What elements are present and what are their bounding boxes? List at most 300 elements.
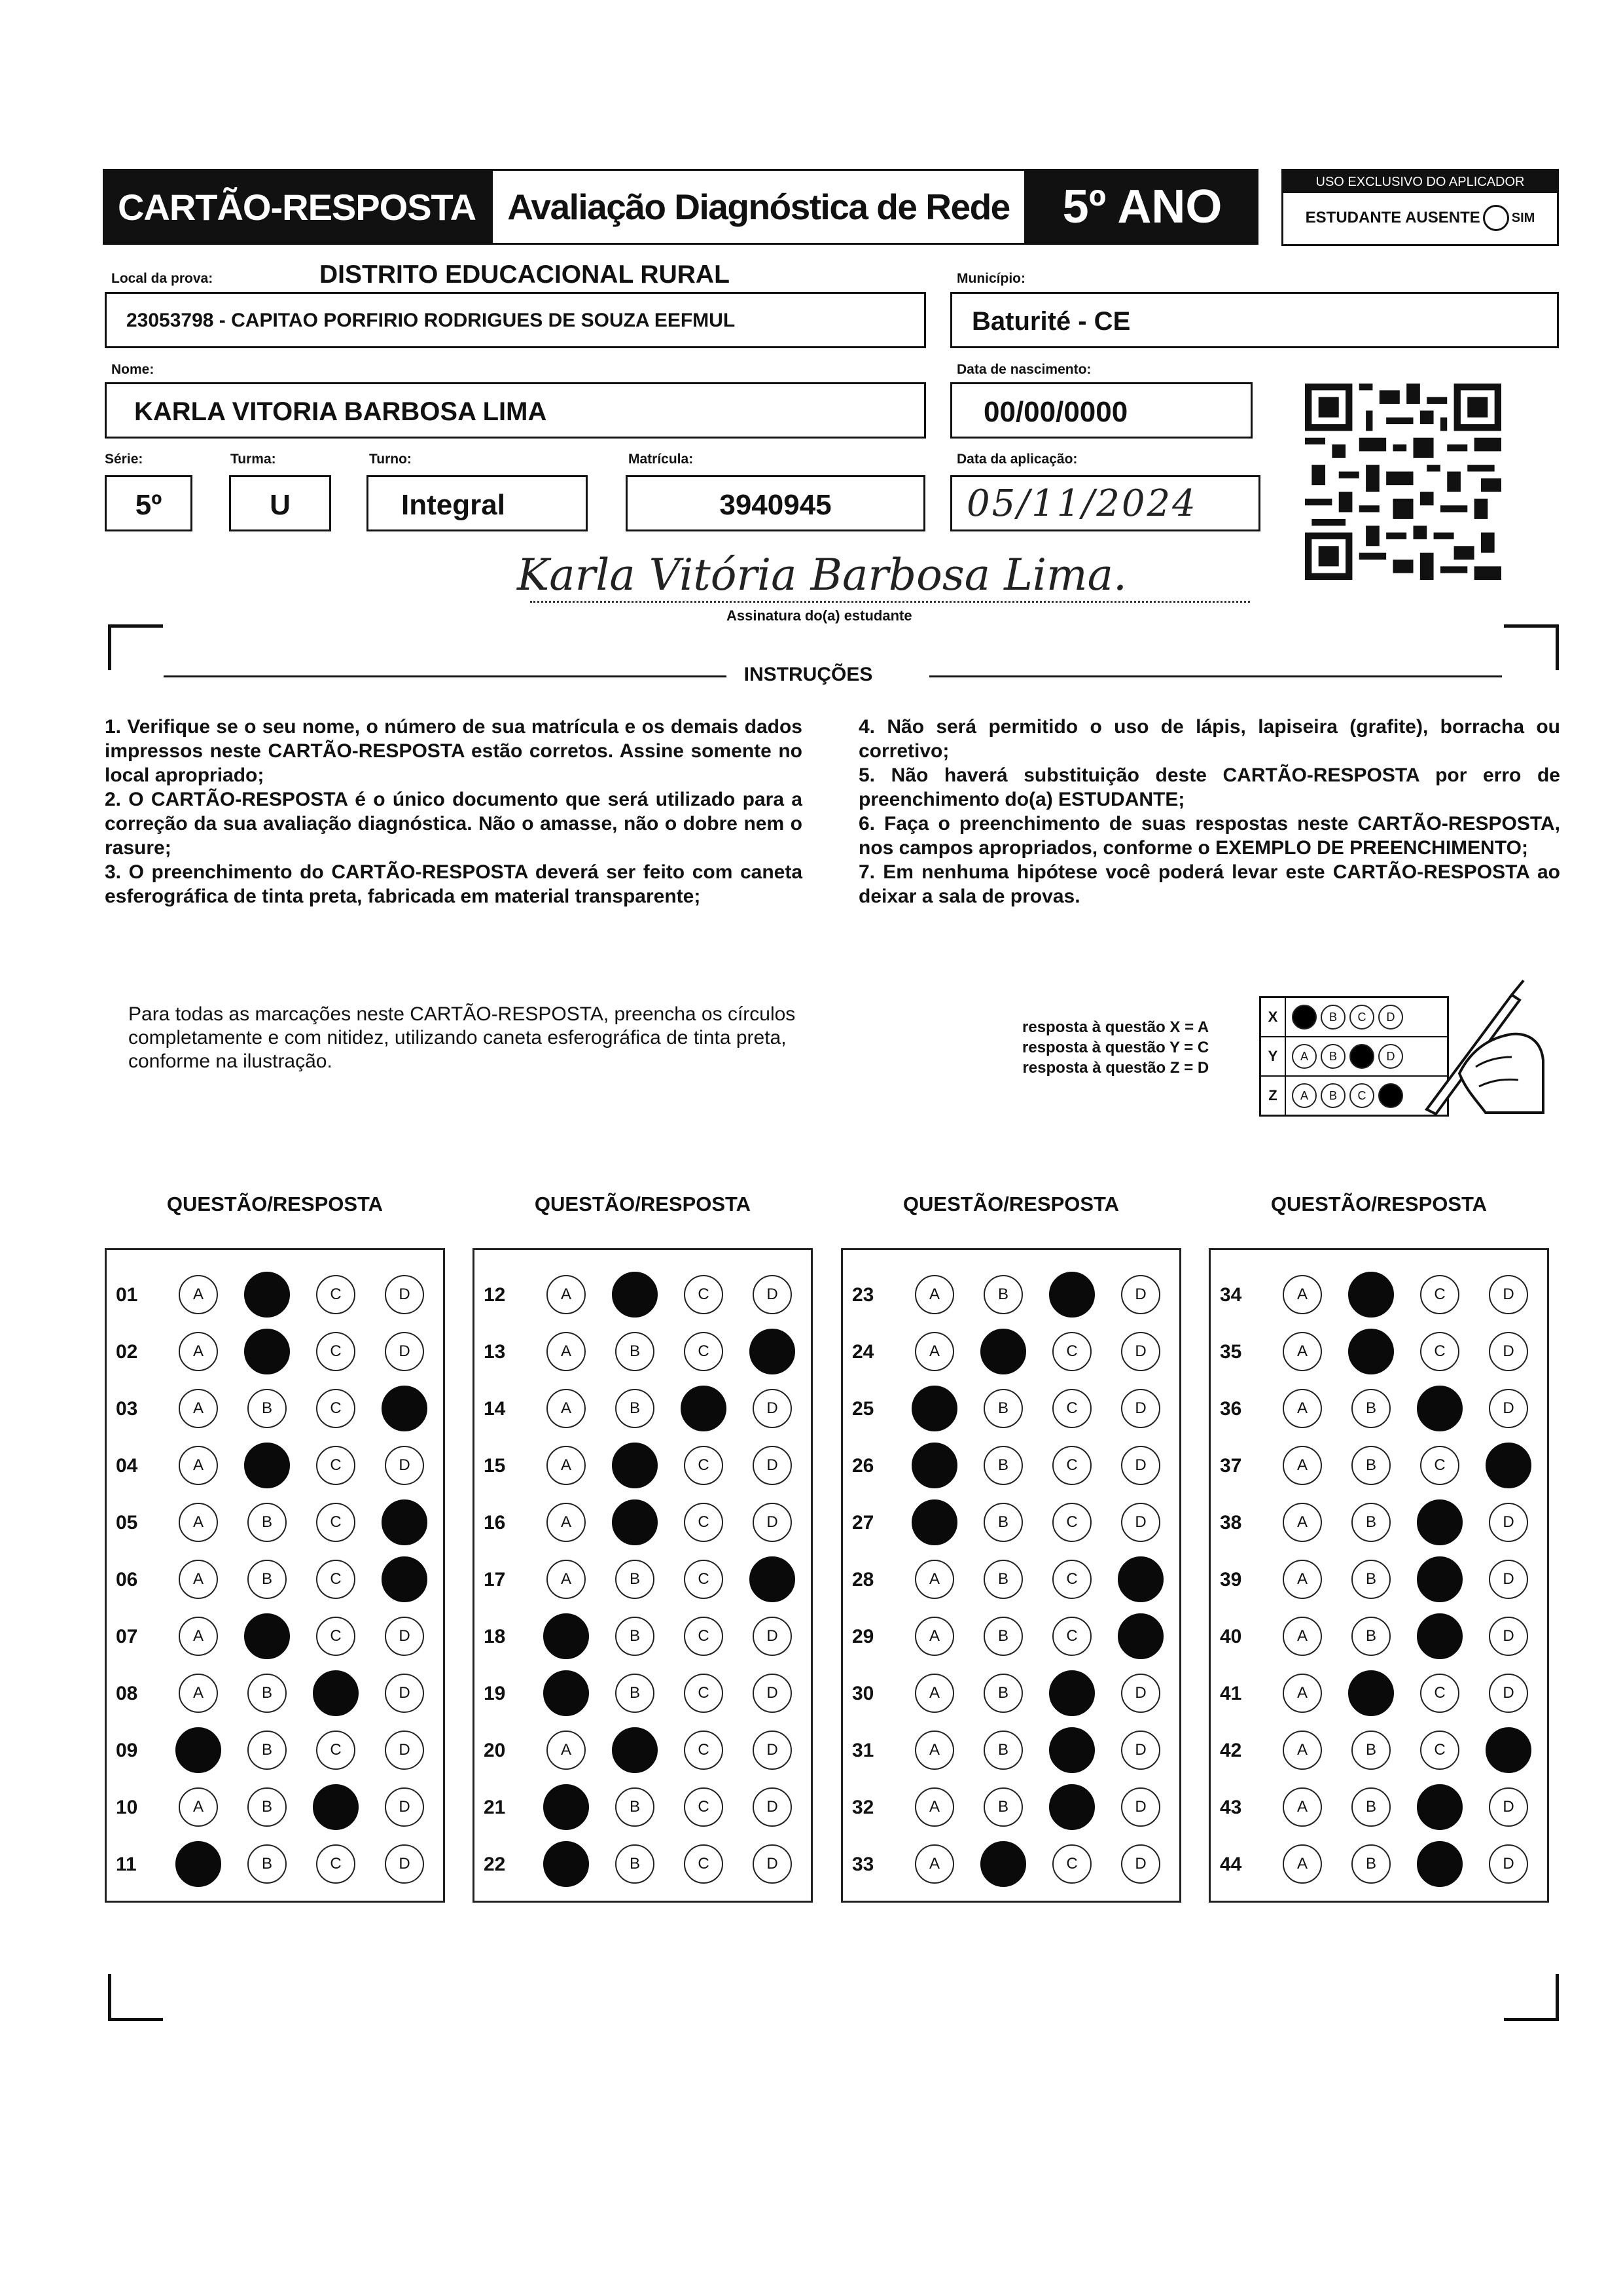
answer-bubble-c[interactable]: C — [1420, 1446, 1459, 1485]
answer-bubble-d[interactable]: D — [753, 1731, 792, 1770]
question-number: 44 — [1220, 1854, 1242, 1875]
answer-bubble-c[interactable] — [1417, 1556, 1463, 1602]
column-header: QUESTÃO/RESPOSTA — [166, 1193, 383, 1215]
question-number: 21 — [484, 1797, 506, 1818]
answer-bubble-a[interactable]: A — [915, 1275, 954, 1314]
question-number: 33 — [852, 1854, 874, 1875]
answer-bubble-d[interactable]: D — [1489, 1503, 1528, 1542]
answer-bubble-a[interactable] — [543, 1670, 589, 1716]
instructions-left — [105, 715, 802, 908]
answer-bubble-c[interactable]: C — [1420, 1332, 1459, 1371]
answer-bubble-c[interactable]: C — [316, 1389, 355, 1428]
answer-bubble-d[interactable]: D — [753, 1674, 792, 1713]
answer-bubble-d[interactable]: D — [1121, 1446, 1160, 1485]
answer-bubble-d[interactable]: D — [1121, 1275, 1160, 1314]
answer-bubble-d[interactable]: D — [1489, 1275, 1528, 1314]
answer-bubble-a[interactable]: A — [1283, 1446, 1322, 1485]
answer-bubble-a[interactable]: A — [1283, 1389, 1322, 1428]
answer-bubble-b[interactable] — [1348, 1272, 1394, 1318]
answer-bubble-c[interactable]: C — [684, 1787, 723, 1827]
answer-bubble-d[interactable]: D — [753, 1275, 792, 1314]
answer-bubble-a[interactable]: A — [915, 1617, 954, 1656]
answer-bubble-b[interactable]: B — [247, 1731, 287, 1770]
corner-mark-bottom-left-h — [108, 2018, 163, 2021]
answer-bubble-d[interactable]: D — [385, 1617, 424, 1656]
answer-column — [1209, 1248, 1549, 1903]
answer-bubble-a[interactable]: A — [179, 1674, 218, 1713]
legend-x: resposta à questão X = A — [1022, 1018, 1209, 1036]
answer-bubble-c[interactable] — [1417, 1499, 1463, 1545]
question-row — [474, 1503, 811, 1542]
answer-bubble-d[interactable]: D — [753, 1389, 792, 1428]
question-number: 17 — [484, 1569, 506, 1590]
answer-bubble-b[interactable]: B — [615, 1389, 654, 1428]
answer-bubble-a[interactable] — [912, 1386, 957, 1431]
municipio-field — [950, 292, 1559, 348]
answer-bubble-d[interactable]: D — [1489, 1787, 1528, 1827]
answer-bubble-c[interactable] — [313, 1784, 359, 1830]
answer-bubble-d[interactable] — [1486, 1443, 1531, 1488]
answer-bubble-d[interactable]: D — [1489, 1844, 1528, 1884]
answer-column — [105, 1248, 445, 1903]
answer-bubble-d[interactable]: D — [753, 1787, 792, 1827]
answer-bubble-d[interactable]: D — [385, 1275, 424, 1314]
card-title: CARTÃO-RESPOSTA — [117, 186, 476, 228]
question-number: 11 — [116, 1854, 137, 1875]
answer-bubble-b[interactable]: B — [1351, 1389, 1391, 1428]
matricula-value: 3940945 — [719, 489, 832, 521]
answer-bubble-d[interactable]: D — [1489, 1560, 1528, 1599]
municipio-value: Baturité - CE — [972, 307, 1131, 336]
absent-label: ESTUDANTE AUSENTE — [1305, 209, 1480, 226]
answer-bubble-c[interactable]: C — [316, 1275, 355, 1314]
answer-bubble-c[interactable]: C — [316, 1844, 355, 1884]
answer-bubble-d[interactable]: D — [753, 1617, 792, 1656]
answer-bubble-a[interactable] — [912, 1499, 957, 1545]
answer-bubble-c[interactable]: C — [1420, 1731, 1459, 1770]
question-row — [474, 1731, 811, 1770]
answer-bubble-c[interactable]: C — [316, 1446, 355, 1485]
question-number: 30 — [852, 1683, 874, 1704]
aplicacao-field — [950, 475, 1260, 531]
question-number: 18 — [484, 1626, 506, 1647]
answer-bubble-b[interactable]: B — [1351, 1844, 1391, 1884]
answer-bubble-d[interactable]: D — [385, 1731, 424, 1770]
answer-bubble-b[interactable]: B — [984, 1731, 1023, 1770]
question-row — [474, 1787, 811, 1827]
example-row-label: Y — [1261, 1037, 1286, 1075]
nome-value: KARLA VITORIA BARBOSA LIMA — [134, 397, 547, 426]
instructions-title: INSTRUÇÕES — [743, 664, 873, 685]
school-field — [105, 292, 926, 348]
corner-mark-top-left-v — [108, 624, 111, 670]
answer-bubble-b[interactable]: B — [1351, 1787, 1391, 1827]
question-number: 19 — [484, 1683, 506, 1704]
answer-bubble-a[interactable] — [175, 1727, 221, 1773]
question-row — [1211, 1674, 1547, 1713]
answer-bubble-d[interactable] — [382, 1499, 427, 1545]
turno-value: Integral — [401, 489, 505, 521]
answer-bubble-b[interactable]: B — [615, 1787, 654, 1827]
answer-bubble-a[interactable]: A — [546, 1275, 586, 1314]
answer-bubble-d[interactable]: D — [1121, 1389, 1160, 1428]
example-bubble-c — [1349, 1044, 1374, 1069]
answer-bubble-b[interactable]: B — [247, 1674, 287, 1713]
question-row — [474, 1446, 811, 1485]
corner-mark-bottom-right — [1556, 1974, 1559, 2021]
answer-bubble-b[interactable]: B — [984, 1503, 1023, 1542]
question-row — [843, 1446, 1179, 1485]
answer-bubble-d[interactable]: D — [1121, 1731, 1160, 1770]
question-row — [843, 1332, 1179, 1371]
question-number: 35 — [1220, 1341, 1242, 1363]
answer-bubble-b[interactable]: B — [984, 1389, 1023, 1428]
answer-bubble-d[interactable]: D — [1489, 1674, 1528, 1713]
question-number: 43 — [1220, 1797, 1242, 1818]
example-legend — [1022, 1017, 1209, 1078]
question-row — [843, 1674, 1179, 1713]
example-bubble-d: D — [1378, 1005, 1403, 1030]
answer-bubble-d[interactable] — [749, 1329, 795, 1374]
answer-bubble-c[interactable]: C — [316, 1332, 355, 1371]
answer-bubble-a[interactable] — [543, 1841, 589, 1887]
answer-bubble-a[interactable]: A — [1283, 1844, 1322, 1884]
answer-bubble-c[interactable] — [1049, 1670, 1095, 1716]
question-number: 10 — [116, 1797, 138, 1818]
answer-bubble-b[interactable]: B — [984, 1275, 1023, 1314]
answer-bubble-d[interactable]: D — [1489, 1617, 1528, 1656]
answer-bubble-b[interactable]: B — [247, 1787, 287, 1827]
question-row — [107, 1389, 443, 1428]
answer-bubble-b[interactable] — [244, 1272, 290, 1318]
question-row — [1211, 1731, 1547, 1770]
answer-bubble-b[interactable]: B — [615, 1617, 654, 1656]
answer-bubble-c[interactable]: C — [316, 1731, 355, 1770]
example-text: Para todas as marcações neste CARTÃO-RESPOSTA, preencha os círculos completamente e com nitidez, utilizando caneta esferográfica de tinta preta, conforme na ilustração. — [128, 1003, 796, 1072]
answer-bubble-c[interactable] — [1049, 1727, 1095, 1773]
answer-bubble-c[interactable] — [1417, 1613, 1463, 1659]
column-header: QUESTÃO/RESPOSTA — [1270, 1193, 1488, 1215]
question-row — [843, 1731, 1179, 1770]
question-row — [107, 1787, 443, 1827]
answer-bubble-c[interactable]: C — [684, 1731, 723, 1770]
answer-bubble-c[interactable] — [313, 1670, 359, 1716]
answer-bubble-c[interactable]: C — [684, 1332, 723, 1371]
answer-bubble-d[interactable]: D — [1121, 1503, 1160, 1542]
grade-label: 5º ANO — [1062, 181, 1222, 233]
answer-bubble-a[interactable]: A — [1283, 1617, 1322, 1656]
question-number: 34 — [1220, 1284, 1242, 1306]
question-number: 26 — [852, 1455, 874, 1477]
answer-bubble-b[interactable] — [980, 1841, 1026, 1887]
answer-bubble-c[interactable]: C — [1052, 1389, 1092, 1428]
answer-bubble-a[interactable]: A — [1283, 1787, 1322, 1827]
answer-bubble-c[interactable]: C — [1052, 1503, 1092, 1542]
question-number: 16 — [484, 1512, 506, 1534]
question-number: 29 — [852, 1626, 874, 1647]
answer-bubble-a[interactable]: A — [915, 1787, 954, 1827]
answer-bubble-c[interactable]: C — [316, 1560, 355, 1599]
example-bubble-a — [1292, 1005, 1317, 1030]
answer-bubble-a[interactable]: A — [546, 1332, 586, 1371]
serie-label: Série: — [105, 452, 143, 467]
question-row — [843, 1503, 1179, 1542]
answer-bubble-c[interactable]: C — [684, 1560, 723, 1599]
answer-bubble-d[interactable]: D — [385, 1787, 424, 1827]
answer-bubble-b[interactable] — [612, 1272, 658, 1318]
example-bubble-d — [1378, 1083, 1403, 1108]
answer-bubble-b[interactable] — [244, 1443, 290, 1488]
answer-bubble-a[interactable]: A — [1283, 1560, 1322, 1599]
aplicacao-value: 05/11/2024 — [967, 482, 1198, 525]
answer-bubble-a[interactable]: A — [179, 1446, 218, 1485]
answer-bubble-a[interactable]: A — [546, 1389, 586, 1428]
answer-bubble-c[interactable]: C — [316, 1503, 355, 1542]
answer-bubble-b[interactable]: B — [984, 1446, 1023, 1485]
answer-bubble-c[interactable] — [1417, 1784, 1463, 1830]
example-row-label: Z — [1261, 1077, 1286, 1115]
answer-bubble-d[interactable] — [1118, 1613, 1164, 1659]
question-number: 20 — [484, 1740, 506, 1761]
question-row — [107, 1731, 443, 1770]
answer-bubble-b[interactable] — [244, 1329, 290, 1374]
answer-bubble-a[interactable]: A — [1283, 1674, 1322, 1713]
question-row — [1211, 1275, 1547, 1314]
answer-bubble-a[interactable]: A — [915, 1731, 954, 1770]
answer-bubble-d[interactable]: D — [385, 1446, 424, 1485]
serie-field — [105, 475, 192, 531]
answer-bubble-b[interactable] — [1348, 1670, 1394, 1716]
answer-bubble-d[interactable]: D — [1121, 1674, 1160, 1713]
header-title-block — [103, 169, 491, 245]
applicator-header: USO EXCLUSIVO DO APLICADOR — [1283, 171, 1557, 193]
question-number: 25 — [852, 1398, 874, 1420]
question-number: 02 — [116, 1341, 138, 1363]
answer-bubble-b[interactable]: B — [615, 1332, 654, 1371]
answer-bubble-a[interactable]: A — [179, 1787, 218, 1827]
question-number: 04 — [116, 1455, 138, 1477]
absent-option: SIM — [1511, 210, 1535, 225]
school-value: 23053798 - CAPITAO PORFIRIO RODRIGUES DE SOUZA EEFMUL — [126, 310, 736, 331]
answer-bubble-a[interactable]: A — [915, 1674, 954, 1713]
answer-bubble-d[interactable] — [749, 1556, 795, 1602]
answer-bubble-b[interactable]: B — [247, 1389, 287, 1428]
question-row — [107, 1617, 443, 1656]
answer-bubble-c[interactable]: C — [684, 1275, 723, 1314]
instruction-6: 6. Faça o preenchimento de suas respostas neste CARTÃO-RESPOSTA, nos campos apropriados, conforme o EXEMPLO DE PREENCHIMENTO; — [859, 813, 1560, 859]
question-row — [107, 1275, 443, 1314]
answer-bubble-b[interactable]: B — [615, 1844, 654, 1884]
answer-bubble-c[interactable]: C — [316, 1617, 355, 1656]
answer-bubble-a[interactable]: A — [179, 1560, 218, 1599]
answer-bubble-a[interactable]: A — [1283, 1503, 1322, 1542]
answer-bubble-b[interactable] — [612, 1443, 658, 1488]
question-row — [474, 1560, 811, 1599]
answer-bubble-c[interactable]: C — [684, 1503, 723, 1542]
answer-bubble-c[interactable]: C — [684, 1446, 723, 1485]
signature: Karla Vitória Barbosa Lima. — [517, 550, 1127, 600]
answer-bubble-c[interactable]: C — [1052, 1446, 1092, 1485]
question-row — [107, 1332, 443, 1371]
answer-bubble-c[interactable]: C — [1052, 1617, 1092, 1656]
nascimento-value: 00/00/0000 — [984, 396, 1128, 428]
answer-bubble-b[interactable] — [980, 1329, 1026, 1374]
answer-bubble-a[interactable] — [912, 1443, 957, 1488]
answer-bubble-c[interactable] — [1049, 1784, 1095, 1830]
question-row — [1211, 1446, 1547, 1485]
answer-bubble-c[interactable]: C — [684, 1844, 723, 1884]
answer-bubble-d[interactable] — [1486, 1727, 1531, 1773]
answer-bubble-b[interactable]: B — [984, 1617, 1023, 1656]
question-number: 03 — [116, 1398, 138, 1420]
answer-column — [841, 1248, 1181, 1903]
answer-bubble-b[interactable] — [244, 1613, 290, 1659]
answer-bubble-a[interactable]: A — [179, 1503, 218, 1542]
answer-bubble-b[interactable]: B — [615, 1560, 654, 1599]
question-row — [474, 1674, 811, 1713]
turma-field — [229, 475, 331, 531]
answer-bubble-b[interactable]: B — [1351, 1446, 1391, 1485]
answer-bubble-d[interactable]: D — [1489, 1332, 1528, 1371]
example-row-label: X — [1261, 998, 1286, 1036]
question-number: 09 — [116, 1740, 138, 1761]
question-row — [1211, 1617, 1547, 1656]
answer-bubble-c[interactable] — [1417, 1841, 1463, 1887]
answer-bubble-d[interactable]: D — [385, 1332, 424, 1371]
answer-bubble-c[interactable] — [1417, 1386, 1463, 1431]
answer-bubble-a[interactable]: A — [546, 1731, 586, 1770]
answer-bubble-b[interactable]: B — [984, 1674, 1023, 1713]
answer-bubble-a[interactable]: A — [1283, 1332, 1322, 1371]
example-bubble-b: B — [1321, 1005, 1346, 1030]
aplicacao-label: Data da aplicação: — [957, 452, 1078, 467]
answer-bubble-b[interactable]: B — [1351, 1560, 1391, 1599]
answer-bubble-d[interactable]: D — [1121, 1332, 1160, 1371]
answer-bubble-a[interactable]: A — [179, 1332, 218, 1371]
answer-bubble-d[interactable]: D — [1121, 1787, 1160, 1827]
answer-bubble-d[interactable]: D — [753, 1446, 792, 1485]
answer-bubble-d[interactable] — [1118, 1556, 1164, 1602]
question-row — [843, 1275, 1179, 1314]
answer-bubble-d[interactable]: D — [385, 1844, 424, 1884]
answer-bubble-d[interactable]: D — [753, 1503, 792, 1542]
answer-bubble-a[interactable]: A — [179, 1389, 218, 1428]
answer-bubble-b[interactable] — [1348, 1329, 1394, 1374]
answer-bubble-a[interactable]: A — [915, 1560, 954, 1599]
legend-z: resposta à questão Z = D — [1022, 1059, 1209, 1077]
answer-bubble-a[interactable]: A — [546, 1560, 586, 1599]
serie-value: 5º — [135, 489, 162, 521]
question-number: 01 — [116, 1284, 138, 1306]
answer-bubble-a[interactable]: A — [179, 1275, 218, 1314]
answer-bubble-b[interactable]: B — [984, 1787, 1023, 1827]
question-number: 14 — [484, 1398, 506, 1420]
answer-bubble-a[interactable]: A — [179, 1617, 218, 1656]
answer-bubble-b[interactable]: B — [1351, 1503, 1391, 1542]
question-row — [474, 1275, 811, 1314]
assessment-title: Avaliação Diagnóstica de Rede — [507, 187, 1010, 227]
answer-bubble-d[interactable]: D — [385, 1674, 424, 1713]
instructions-divider-left — [164, 675, 726, 677]
answer-bubble-a[interactable]: A — [1283, 1731, 1322, 1770]
question-row — [107, 1560, 443, 1599]
answer-bubble-d[interactable] — [382, 1386, 427, 1431]
question-number: 40 — [1220, 1626, 1242, 1647]
answer-bubble-b[interactable]: B — [247, 1560, 287, 1599]
answer-bubble-b[interactable]: B — [1351, 1617, 1391, 1656]
answer-bubble-c[interactable]: C — [1420, 1674, 1459, 1713]
question-number: 36 — [1220, 1398, 1242, 1420]
question-number: 37 — [1220, 1455, 1242, 1477]
question-row — [843, 1617, 1179, 1656]
matricula-field — [626, 475, 925, 531]
answer-bubble-c[interactable] — [681, 1386, 726, 1431]
question-number: 27 — [852, 1512, 874, 1534]
answer-bubble-c[interactable]: C — [684, 1674, 723, 1713]
question-row — [843, 1560, 1179, 1599]
answer-bubble-b[interactable]: B — [1351, 1731, 1391, 1770]
question-row — [1211, 1389, 1547, 1428]
answer-bubble-b[interactable] — [612, 1499, 658, 1545]
answer-bubble-a[interactable] — [175, 1841, 221, 1887]
answer-bubble-b[interactable]: B — [247, 1844, 287, 1884]
question-number: 42 — [1220, 1740, 1242, 1761]
answer-bubble-c[interactable]: C — [1052, 1844, 1092, 1884]
answer-bubble-c[interactable]: C — [684, 1617, 723, 1656]
question-row — [1211, 1560, 1547, 1599]
answer-bubble-c[interactable]: C — [1052, 1560, 1092, 1599]
answer-bubble-c[interactable] — [1049, 1272, 1095, 1318]
municipio-label: Município: — [957, 271, 1026, 286]
qr-code — [1305, 384, 1501, 580]
question-row — [1211, 1787, 1547, 1827]
answer-bubble-a[interactable]: A — [546, 1503, 586, 1542]
answer-bubble-d[interactable]: D — [753, 1844, 792, 1884]
example-bubble-a: A — [1292, 1083, 1317, 1108]
answer-bubble-a[interactable] — [543, 1613, 589, 1659]
column-header: QUESTÃO/RESPOSTA — [902, 1193, 1120, 1215]
answer-bubble-b[interactable]: B — [615, 1674, 654, 1713]
nascimento-field — [950, 382, 1253, 439]
answer-bubble-c[interactable]: C — [1052, 1332, 1092, 1371]
pen-hand-icon — [1414, 975, 1544, 1119]
answer-bubble-b[interactable] — [612, 1727, 658, 1773]
answer-bubble-d[interactable]: D — [1489, 1389, 1528, 1428]
absent-bubble[interactable] — [1483, 205, 1509, 231]
answer-bubble-a[interactable]: A — [546, 1446, 586, 1485]
nome-label: Nome: — [111, 362, 154, 377]
answer-bubble-c[interactable]: C — [1420, 1275, 1459, 1314]
question-number: 22 — [484, 1854, 506, 1875]
answer-bubble-a[interactable]: A — [915, 1332, 954, 1371]
answer-bubble-a[interactable] — [543, 1784, 589, 1830]
corner-mark-top-right-v — [1556, 624, 1559, 670]
answer-bubble-b[interactable]: B — [984, 1560, 1023, 1599]
applicator-box — [1281, 169, 1559, 246]
instruction-5: 5. Não haverá substituição deste CARTÃO-RESPOSTA por erro de preenchimento do(a) ESTUDANTE; — [859, 764, 1560, 810]
instruction-7: 7. Em nenhuma hipótese você poderá levar este CARTÃO-RESPOSTA ao deixar a sala de provas. — [859, 861, 1560, 907]
question-row — [107, 1446, 443, 1485]
answer-bubble-a[interactable]: A — [915, 1844, 954, 1884]
column-header: QUESTÃO/RESPOSTA — [534, 1193, 751, 1215]
grade-block — [1026, 169, 1258, 245]
answer-bubble-b[interactable]: B — [247, 1503, 287, 1542]
answer-bubble-a[interactable]: A — [1283, 1275, 1322, 1314]
answer-bubble-d[interactable] — [382, 1556, 427, 1602]
answer-bubble-d[interactable]: D — [1121, 1844, 1160, 1884]
instructions-divider-right — [929, 675, 1502, 677]
question-number: 39 — [1220, 1569, 1242, 1590]
